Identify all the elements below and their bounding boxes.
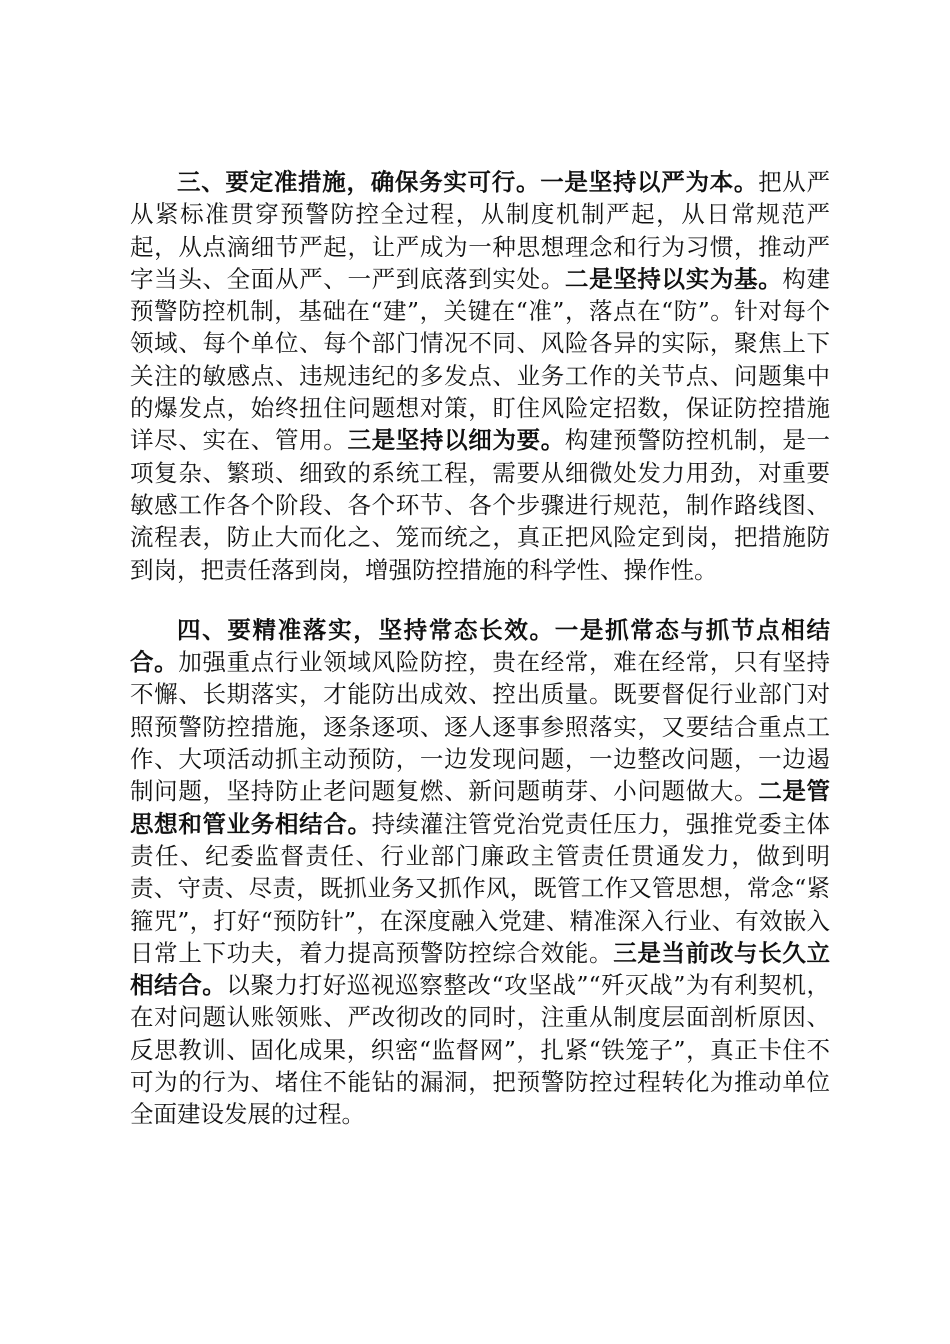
point-one-heading: 一是抓常态与抓节点相结合。: [130, 615, 831, 677]
point-three-heading: 三是坚持以细为要。: [347, 426, 565, 455]
point-two-heading: 二是管思想和管业务相结合。: [130, 777, 831, 838]
point-two-text: 持续灌注管党治党责任压力，强推党委主体责任、纪委监督责任、行业部门廉政主管责任贯通发力，做到明责、守责、尽责，既抓业务又抓作风，既管工作又管思想，常念“紧箍咒”，打好“预防针”，在深度融入党建、精准深入行业、有效嵌入日常上下功夫，着力提高预警防控综合效能。: [130, 809, 831, 967]
point-one-heading: 一是坚持以严为本。: [540, 168, 759, 196]
document-body: [130, 166, 830, 1131]
section-four-heading: 四、要精准落实，坚持常态长效。: [177, 615, 555, 644]
point-three-text: 以聚力打好巡视巡察整改“攻坚战”“歼灭战”为有利契机，在对问题认账领账、严改彻改的同时，注重从制度层面剖析原因、反思教训、固化成果，织密“监督网”，扎紧“铁笼子”，真正卡住不可为的行为、堵住不能钻的漏洞，把预警防控过程转化为推动单位全面建设发展的过程。: [130, 971, 830, 1129]
paragraph-section-three: [130, 166, 830, 586]
section-three-heading: 三、要定准措施，确保务实可行。: [177, 168, 541, 196]
point-one-text: 把从严从紧标准贯穿预警防控全过程，从制度机制严起，从日常规范严起，从点滴细节严起，让严成为一种思想理念和行为习惯，推动严字当头、全面从严、一严到底落到实处。: [130, 168, 831, 293]
point-two-heading: 二是坚持以实为基。: [564, 264, 783, 293]
paragraph-section-four: [130, 614, 830, 1131]
point-two-text: 构建预警防控机制，基础在“建”，关键在“准”，落点在“防”。针对每个领域、每个单位、每个部门情况不同、风险各异的实际，聚焦上下关注的敏感点、违规违纪的多发点、业务工作的关节点、问题集中的爆发点，始终扭住问题想对策，盯住风险定招数，保证防控措施详尽、实在、管用。: [130, 264, 831, 455]
point-three-heading: 三是当前改与长久立相结合。: [130, 938, 831, 1000]
point-three-text: 构建预警防控机制，是一项复杂、繁琐、细致的系统工程，需要从细微处发力用劲，对重要敏感工作各个阶段、各个环节、各个步骤进行规范，制作路线图、流程表，防止大而化之、笼而统之，真正把风险定到岗，把措施防到岗，把责任落到岗，增强防控措施的科学性、操作性。: [130, 426, 831, 584]
point-one-text: 加强重点行业领域风险防控，贵在经常，难在经常，只有坚持不懈、长期落实，才能防出成效、控出质量。既要督促行业部门对照预警防控措施，逐条逐项、逐人逐事参照落实，又要结合重点工作、大项活动抓主动预防，一边发现问题，一边整改问题，一边遏制问题，坚持防止老问题复燃、新问题萌芽、小问题做大。: [130, 648, 831, 806]
